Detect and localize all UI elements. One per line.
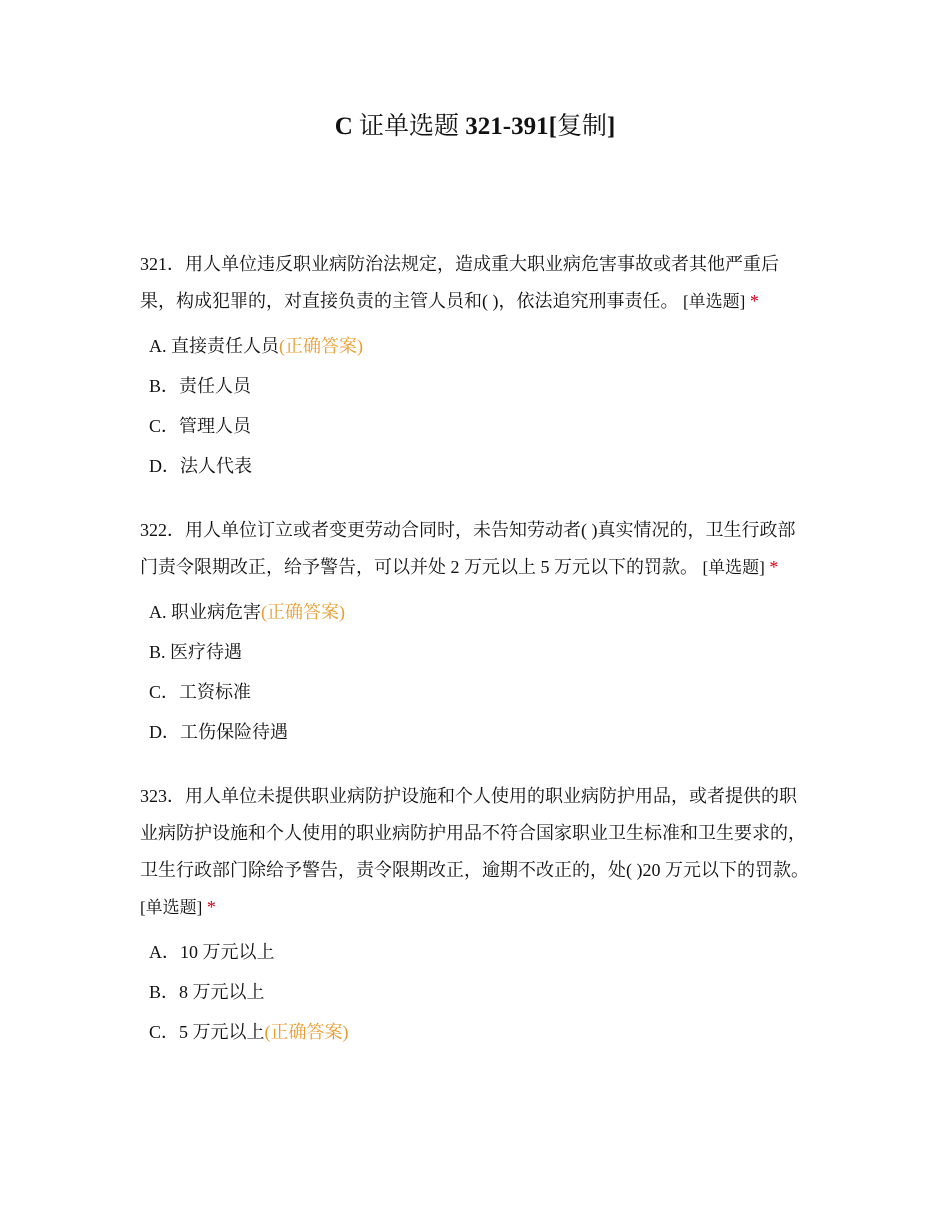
answer-option[interactable] — [149, 592, 812, 632]
option-label: D．法人代表 — [149, 456, 252, 476]
required-marker: * — [206, 897, 216, 917]
question-block — [140, 512, 812, 752]
title-bracket-open: [ — [548, 113, 557, 140]
option-label: A. 直接责任人员 — [149, 336, 279, 356]
question-text — [140, 778, 812, 926]
answer-option[interactable] — [149, 326, 812, 366]
title-main: 证单选题 — [352, 113, 466, 140]
question-stem: 322．用人单位订立或者变更劳动合同时，未告知劳动者( )真实情况的，卫生行政部门责令限期改正，给予警告，可以并处 2 万元以上 5 万元以下的罚款。 — [140, 520, 796, 577]
question-stem: 321．用人单位违反职业病防治法规定，造成重大职业病危害事故或者其他严重后果，构成犯罪的，对直接负责的主管人员和( )，依法追究刑事责任。 — [140, 254, 779, 311]
option-label: A. 职业病危害 — [149, 602, 261, 622]
answer-option[interactable] — [149, 972, 812, 1012]
answer-option[interactable] — [149, 672, 812, 712]
answer-option[interactable] — [149, 366, 812, 406]
title-copy-tag: 复制 — [556, 113, 607, 140]
option-label: C．工资标准 — [149, 682, 252, 702]
option-label: C．管理人员 — [149, 416, 252, 436]
option-list — [140, 932, 812, 1052]
option-list — [140, 326, 812, 486]
option-label: C．5 万元以上 — [149, 1022, 265, 1042]
question-block — [140, 778, 812, 1052]
answer-option[interactable] — [149, 632, 812, 672]
correct-answer-tag: (正确答案) — [261, 602, 345, 622]
correct-answer-tag: (正确答案) — [264, 1022, 349, 1042]
page-title — [0, 108, 950, 146]
title-range: 321-391 — [465, 113, 549, 140]
title-bracket-close: ] — [606, 113, 616, 140]
question-stem: 323．用人单位未提供职业病防护设施和个人使用的职业病防护用品，或者提供的职业病防护设施和个人使用的职业病防护用品不符合国家职业卫生标准和卫生要求的，卫生行政部门除给予警告，责令限期改正，逾期不改正的，处( )20 万元以下的罚款。 — [140, 786, 809, 880]
question-block — [140, 246, 812, 486]
answer-option[interactable] — [149, 406, 812, 446]
question-type-label: [单选题] — [683, 292, 746, 311]
option-label: B．8 万元以上 — [149, 982, 265, 1002]
question-type-label: [单选题] — [140, 898, 203, 917]
option-list — [140, 592, 812, 752]
title-prefix: C — [334, 113, 353, 140]
required-marker: * — [749, 291, 759, 311]
option-label: B．责任人员 — [149, 376, 252, 396]
answer-option[interactable] — [149, 712, 812, 752]
correct-answer-tag: (正确答案) — [279, 336, 363, 356]
required-marker: * — [769, 557, 779, 577]
option-label: A．10 万元以上 — [149, 942, 275, 962]
answer-option[interactable] — [149, 1012, 812, 1052]
answer-option[interactable] — [149, 446, 812, 486]
option-label: D．工伤保险待遇 — [149, 722, 288, 742]
question-text — [140, 512, 812, 586]
option-label: B. 医疗待遇 — [149, 642, 243, 662]
question-list — [140, 246, 812, 1078]
answer-option[interactable] — [149, 932, 812, 972]
question-text — [140, 246, 812, 320]
question-type-label: [单选题] — [702, 558, 765, 577]
